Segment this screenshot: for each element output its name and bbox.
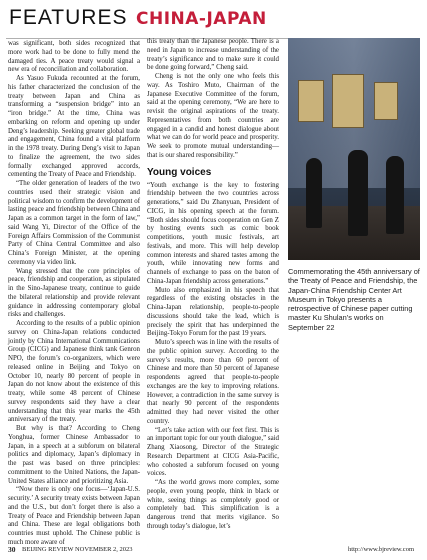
paragraph: “Youth exchange is the key to fostering friendship between the two countries across generations,” said Du Zhanyuan, President of CICG, in his opening speech at the forum. “Both sides should focus cooperation on Gen Z by hosting events such as comic book competitions, youth music festivals, art festivals, and more. This will help develop common interests and shared tastes among the youth, while innovating new forms and channels of exchange to pass on the baton of China-Japan friendship across generations.”: [147, 181, 279, 285]
paragraph: “As the world grows more complex, some people, even young people, think in black or white, seeing things as completely good or completely bad. This simplification is a dangerous trend that merits vigilance. So through today’s dialogue, let’s: [147, 479, 279, 530]
paragraph: this treaty than the Japanese people. There is a need in Japan to increase understanding of the treaty’s significance and to make sure it could be done going forward,” Cheng said.: [147, 38, 279, 72]
paragraph: Muto also emphasized in his speech that regardless of the existing obstacles in the China-Japan relationship, people-to-people discussions should take the lead, which is precisely the spirit that has underpinned the Beijing-Tokyo Forum for the past 19 years.: [147, 286, 279, 338]
publication-line: BEIJING REVIEW NOVEMBER 2, 2023: [22, 546, 133, 553]
visitor-figure: [306, 158, 322, 228]
paragraph: According to the results of a public opinion survey on China-Japan relations conducted jointly by China International Communications Group (CICG) and Japanese think tank Genron NPO, the forum’s co-organizers, which were released online in Beijing and Tokyo on October 10, nearly 80 percent of people in Japan do not know about the existence of this treaty, while some 48 percent of Chinese survey respondents said they have a clear understanding that this year marks the 45th anniversary of the treaty.: [8, 320, 140, 424]
artwork-frame: [332, 74, 364, 128]
paragraph: “Now there is only one focus—‘Japan-U.S. security.’ A security treaty exists between Japan and the U.S., but don’t forget there is also a Treaty of Peace and Friendship between Japan and China. These are legal obligations both countries must uphold. The Chinese public is much more aware of: [8, 486, 140, 546]
article-column-2: [147, 38, 279, 532]
page-footer: [6, 543, 420, 557]
paragraph: “Let’s take action with our feet first. This is an important topic for our youth dialogue,” said Zhang Xiaosong, Director of the Strategic Research Department at CICG Asia-Pacific, who cohosted a subforum focused on young voices.: [147, 426, 279, 478]
paragraph: But why is that? According to Cheng Yonghua, former Chinese Ambassador to Japan, in a speech at a subforum on bilateral politics and diplomacy, Japan’s diplomacy in the past was based on three principles: commitment to the United Nations, the Japan-United States alliance and prioritizing Asia.: [8, 425, 140, 485]
page-header: [6, 4, 420, 34]
paragraph: was significant, both sides recognized that more work had to be done to fully mend the damaged ties. A peace treaty would signal a new era of reconciliation and collaboration.: [8, 40, 140, 74]
article-column-1: [8, 40, 140, 548]
visitor-figure: [348, 150, 368, 236]
website-url: http://www.bjreview.com: [348, 546, 414, 553]
paragraph: Wang stressed that the core principles of peace, friendship and cooperation, as stipulated in the Sino-Japanese treaty, continue to guide the bilateral relationship and provide relevant guidance in addressing contemporary global risks and challenges.: [8, 267, 140, 319]
section-label: FEATURES: [9, 6, 128, 29]
paragraph: Cheng is not the only one who feels this way. As Toshiro Muto, Chairman of the Japanese Executive Committee of the forum, said at the opening ceremony, “We are here to revisit the original aspirations of the treaty. Representatives from both countries are engaged in a candid and honest dialogue about what we can do for world peace and prosperity. We seek to promote mutual understanding—that is our shared responsibility.”: [147, 73, 279, 159]
artwork-frame: [374, 82, 398, 120]
paragraph: “The older generation of leaders of the two countries used their strategic vision and political wisdom to confirm the development of lasting peace and friendship between China and Japan as a common target in the form of law,” said Wang Yi, Director of the Office of the Foreign Affairs Commission of the Communist Party of China Central Committee and also China’s Foreign Minister, at the opening ceremony via video link.: [8, 180, 140, 266]
paragraph: As Yasuo Fukuda recounted at the forum, his father characterized the conclusion of the treaty between Japan and China as transforming a “suspension bridge” into an “iron bridge.” At the time, China was embarking on reform and opening up under Deng’s leadership. Seeking greater global trade and engagement, China found a vital platform in the 1978 treaty. During Deng’s visit to Japan to finalize the agreement, the two sides formally exchanged approved accords, cementing the Treaty of Peace and Friendship.: [8, 75, 140, 179]
subheading: Young voices: [147, 166, 212, 178]
artwork-frame: [298, 80, 324, 122]
page-number: 30: [8, 545, 16, 554]
visitor-figure: [386, 156, 404, 234]
exhibition-photo: [288, 38, 420, 260]
paragraph: Muto’s speech was in line with the results of the public opinion survey. According to the survey’s results, more than 60 percent of Chinese and more than 50 percent of Japanese respondents agreed that people-to-people exchanges are the key to improving relations. However, a contradiction in the same survey is that nearly 90 percent of the respondents admitted they had never visited the other country.: [147, 339, 279, 425]
photo-caption: Commemorating the 45th anniversary of the Treaty of Peace and Friendship, the Japan-China Friendship Center Art Museum in Tokyo presents a retrospective of Chinese paper cutting master Ku Shulan’s works on September 22: [288, 267, 420, 332]
section-title: CHINA-JAPAN: [136, 9, 267, 29]
